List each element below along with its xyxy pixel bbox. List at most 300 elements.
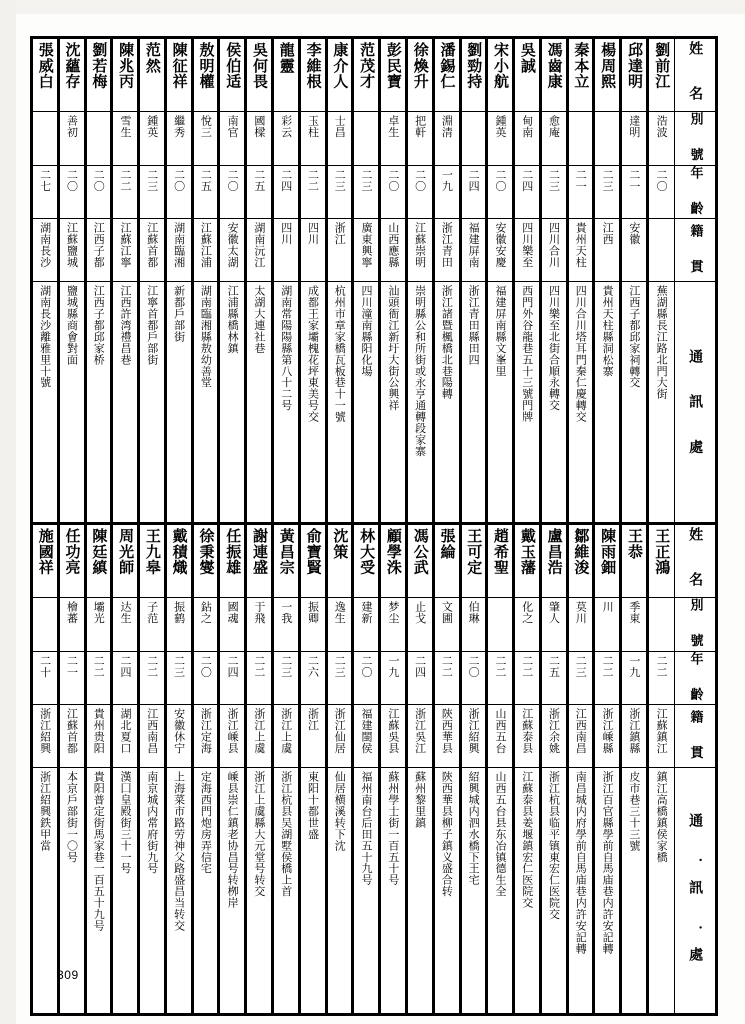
entry-origin-text: 浙江紹興 — [467, 708, 481, 755]
entry-origin-cell — [85, 705, 112, 768]
entry-address-cell — [433, 282, 460, 529]
entry-alias-cell — [621, 112, 648, 166]
entry-alias-cell — [85, 598, 112, 652]
page-edge-left — [0, 0, 16, 1024]
entry-alias-text: 國樑 — [252, 115, 266, 138]
entry-address-text: 蘇州學士街一百五十号 — [386, 771, 400, 886]
entry-name-text: 王可定 — [465, 528, 484, 575]
entry-age-cell — [380, 651, 407, 705]
entry-name-cell — [246, 524, 273, 598]
entry-address-cell — [514, 282, 541, 529]
entry-address-text: 定海西門炮房弄信宅 — [199, 771, 213, 875]
entry-address-text: 南昌城内府學前自馬庙巷内許安記轉 — [574, 771, 588, 955]
entry-address-cell — [165, 768, 192, 1015]
entry-alias-text: 肇人 — [547, 601, 561, 624]
entry-origin-cell — [647, 705, 674, 768]
entry-origin-text: 浙江青田 — [440, 222, 454, 269]
entry-name-cell — [433, 38, 460, 112]
entry-alias-text: 于飛 — [252, 601, 266, 624]
page-edge-top — [0, 0, 745, 14]
entry-alias-text: 雪生 — [119, 115, 132, 138]
entry-name-text: 周光師 — [117, 528, 136, 575]
entry-age-text: 二一 — [574, 168, 588, 192]
entry-address-text: 陝西華县柳子鎮义盛合转 — [440, 771, 454, 898]
entry-age-cell — [273, 651, 300, 705]
entry-address-cell — [487, 768, 514, 1015]
entry-age-text: 二〇 — [172, 168, 186, 192]
entry-alias-text: 檜蕃 — [65, 601, 79, 624]
entry-age-cell — [32, 651, 59, 705]
entry-origin-cell — [621, 705, 648, 768]
entry-alias-text: 川 — [601, 601, 615, 613]
entry-address-text: 鎮江高橋鎮侯家橋 — [655, 771, 669, 863]
entry-origin-cell — [567, 219, 594, 282]
entry-origin-cell — [514, 219, 541, 282]
entry-origin-cell — [58, 219, 85, 282]
entry-name-text: 顧學洙 — [384, 528, 403, 575]
entry-origin-cell — [192, 705, 219, 768]
entry-name-text: 李維根 — [304, 42, 323, 89]
entry-age-text: 二一 — [627, 168, 641, 192]
entry-name-cell — [380, 38, 407, 112]
entry-name-cell — [567, 524, 594, 598]
entry-age-cell — [621, 165, 648, 219]
entry-age-cell — [380, 165, 407, 219]
entry-age-cell — [594, 651, 621, 705]
entry-address-cell — [540, 282, 567, 529]
entry-name-text: 戴玉藩 — [518, 528, 537, 575]
entry-age-text: 二〇 — [65, 168, 79, 192]
entry-alias-text: 卓生 — [386, 115, 400, 138]
entry-alias-cell — [112, 598, 139, 652]
entry-age-cell — [32, 165, 59, 219]
entry-name-text: 馮齒康 — [545, 42, 564, 89]
entry-age-cell — [112, 651, 139, 705]
entry-address-cell — [273, 282, 300, 529]
entry-age-text: 二〇 — [199, 654, 213, 678]
col-header-alias: 別 號 — [687, 112, 703, 165]
entry-origin-text: 湖南沅江 — [252, 222, 266, 269]
row-origin-top — [32, 219, 717, 282]
entry-alias-cell — [165, 598, 192, 652]
entry-alias-cell — [326, 112, 353, 166]
entry-alias-cell — [406, 598, 433, 652]
header-cell-origin-top — [674, 219, 716, 282]
entry-age-text: 二二 — [440, 654, 454, 678]
entry-address-text: 四川合川塔耳門秦仁慶轉交 — [574, 285, 588, 423]
entry-address-text: 福建屏南縣文峯里 — [493, 285, 507, 377]
entry-origin-cell — [353, 705, 380, 768]
entry-name-cell — [380, 524, 407, 598]
entry-origin-cell — [594, 705, 621, 768]
entry-origin-text: 浙江嵊縣 — [601, 708, 615, 755]
entry-address-text: 江蘇泰县姜堰鎮宏仁医院交 — [520, 771, 534, 909]
entry-name-cell — [540, 38, 567, 112]
entry-address-cell — [647, 768, 674, 1015]
entry-address-cell — [380, 768, 407, 1015]
entry-origin-text: 浙江上虞 — [279, 708, 293, 755]
entry-alias-text: 愈庵 — [547, 115, 561, 138]
entry-name-text: 施國祥 — [36, 528, 55, 575]
col-header-origin: 籍 貫 — [687, 710, 703, 763]
entry-alias-cell — [58, 598, 85, 652]
entry-address-cell — [514, 768, 541, 1015]
entry-address-text: 江浦縣橋林鎮 — [226, 285, 240, 355]
entry-origin-cell — [567, 705, 594, 768]
entry-age-cell — [299, 165, 326, 219]
entry-address-text: 杭州市章家橋瓦板巷十一號 — [333, 285, 347, 423]
col-header-address: 通 ．訊 ．處 — [687, 812, 704, 969]
entry-age-cell — [594, 165, 621, 219]
entry-alias-text: 悅三 — [199, 115, 213, 138]
entry-address-cell — [299, 768, 326, 1015]
entry-age-text: 二二 — [252, 654, 266, 678]
row-address-top — [32, 282, 717, 529]
entry-origin-text: 安徽安慶 — [493, 222, 507, 269]
entry-alias-text: 達明 — [627, 115, 641, 138]
entry-origin-cell — [621, 219, 648, 282]
entry-name-cell — [112, 38, 139, 112]
entry-age-text: 二三 — [145, 168, 159, 192]
entry-age-cell — [85, 165, 112, 219]
entry-name-cell — [487, 524, 514, 598]
header-cell-name-bottom — [674, 524, 716, 598]
entry-alias-cell — [433, 112, 460, 166]
entry-origin-text: 四川樂至 — [520, 222, 534, 269]
entry-alias-cell — [192, 598, 219, 652]
entry-address-text: 西門外谷龍巷五十三號門牌 — [520, 285, 534, 423]
entry-alias-text: 达生 — [119, 601, 132, 624]
entry-alias-cell — [273, 598, 300, 652]
entry-age-text: 一九 — [386, 654, 400, 678]
entry-address-cell — [594, 282, 621, 529]
entry-name-cell — [85, 38, 112, 112]
entry-address-cell — [406, 282, 433, 529]
entry-origin-text: 浙江定海 — [199, 708, 213, 755]
entry-address-cell — [621, 282, 648, 529]
entry-age-text: 二三 — [547, 168, 561, 192]
entry-name-text: 陳征祥 — [170, 42, 189, 89]
entry-origin-text: 貴州贵阳 — [92, 708, 106, 755]
entry-age-cell — [647, 165, 674, 219]
entry-age-cell — [487, 165, 514, 219]
entry-origin-text: 浙江嵊县 — [226, 708, 240, 755]
entry-name-cell — [460, 524, 487, 598]
entry-address-text: 仙居横溪转下沈 — [333, 771, 347, 852]
header-cell-age-bottom — [674, 651, 716, 705]
entry-age-cell — [406, 165, 433, 219]
entry-age-text: 二〇 — [92, 168, 106, 192]
entry-age-text: 二二 — [92, 654, 106, 678]
entry-origin-text: 江蘇首都 — [145, 222, 159, 269]
entry-origin-text: 浙江 — [333, 222, 347, 246]
entry-name-text: 林大受 — [358, 528, 377, 575]
entry-alias-text: 伯琳 — [467, 601, 481, 624]
entry-address-text: 浙江諸暨楓橋北巷陽轉 — [440, 285, 454, 400]
entry-name-text: 沈蘊存 — [63, 42, 82, 89]
col-header-name: 姓 名 — [687, 41, 704, 109]
entry-name-cell — [647, 38, 674, 112]
entry-origin-cell — [112, 219, 139, 282]
entry-alias-cell — [273, 112, 300, 166]
entry-age-text: 二二 — [493, 654, 507, 678]
row-age-top — [32, 165, 717, 219]
entry-age-cell — [219, 165, 246, 219]
col-header-age: 年 齡 — [687, 651, 703, 705]
entry-name-cell — [219, 38, 246, 112]
entry-alias-text: 彩云 — [279, 115, 293, 138]
header-cell-age-top — [674, 165, 716, 219]
entry-name-cell — [299, 38, 326, 112]
header-cell-alias-bottom — [674, 598, 716, 652]
entry-origin-cell — [433, 219, 460, 282]
entry-address-cell — [621, 768, 648, 1015]
entry-alias-cell — [85, 112, 112, 166]
entry-name-cell — [326, 38, 353, 112]
entry-name-cell — [273, 38, 300, 112]
entry-alias-cell — [353, 112, 380, 166]
entry-name-cell — [58, 524, 85, 598]
entry-name-text: 楊周熙 — [599, 42, 618, 89]
entry-age-text: 二三 — [601, 168, 615, 192]
entry-address-text: 紹興城内泗水橋下王宅 — [467, 771, 481, 886]
entry-age-text: 二二 — [145, 654, 159, 678]
entry-name-text: 龍靈 — [277, 42, 296, 74]
entry-age-cell — [165, 651, 192, 705]
entry-name-text: 潘錫仁 — [438, 42, 457, 89]
entry-origin-cell — [139, 219, 166, 282]
row-alias-bottom — [32, 598, 717, 652]
entry-origin-cell — [540, 705, 567, 768]
entry-alias-cell — [594, 598, 621, 652]
entry-age-text: 二三 — [360, 168, 374, 192]
entry-address-text: 浙江上虞縣大元堂号转交 — [252, 771, 266, 898]
entry-origin-cell — [299, 705, 326, 768]
entry-address-text: 漢囗皇殿街三十一号 — [119, 771, 132, 875]
entry-name-cell — [139, 524, 166, 598]
entry-age-text: 二六 — [306, 654, 320, 678]
entry-origin-text: 浙江 — [306, 708, 320, 732]
entry-age-text: 二十 — [38, 654, 52, 678]
entry-alias-cell — [32, 112, 59, 166]
entry-name-cell — [353, 524, 380, 598]
entry-address-text: 江西子都邱家祠轉交 — [627, 285, 641, 389]
entry-name-text: 范茂才 — [358, 42, 377, 89]
entry-alias-cell — [460, 112, 487, 166]
entry-name-text: 戴積熾 — [170, 528, 189, 575]
roster-table-top — [30, 36, 718, 530]
entry-address-cell — [406, 768, 433, 1015]
header-cell-name-top — [674, 38, 716, 112]
entry-name-text: 任振雄 — [224, 528, 243, 575]
entry-alias-text: 文圃 — [440, 601, 454, 624]
entry-alias-cell — [219, 598, 246, 652]
entry-address-text: 浙江杭县吴湖墅侯橋上首 — [279, 771, 293, 898]
entry-origin-text: 浙江吳江 — [413, 708, 427, 755]
entry-alias-cell — [594, 112, 621, 166]
entry-name-text: 劉若梅 — [90, 42, 109, 89]
entry-origin-cell — [514, 705, 541, 768]
entry-origin-cell — [594, 219, 621, 282]
entry-address-cell — [540, 768, 567, 1015]
entry-address-cell — [85, 768, 112, 1015]
entry-origin-text: 安徽 — [627, 222, 641, 246]
entry-name-text: 盧昌浩 — [545, 528, 564, 575]
entry-name-text: 陳雨鈿 — [599, 528, 618, 575]
entry-alias-cell — [567, 598, 594, 652]
entry-address-cell — [487, 282, 514, 529]
entry-name-cell — [32, 524, 59, 598]
entry-name-cell — [112, 524, 139, 598]
entry-origin-text: 江蘇崇明 — [413, 222, 427, 269]
entry-name-text: 張威白 — [36, 42, 55, 89]
entry-name-text: 侯伯适 — [224, 42, 243, 89]
entry-age-cell — [246, 165, 273, 219]
entry-name-cell — [621, 524, 648, 598]
entry-age-text: 二〇 — [413, 168, 427, 192]
entry-age-text: 二四 — [119, 654, 132, 678]
entry-address-cell — [112, 282, 139, 529]
entry-origin-cell — [112, 705, 139, 768]
entry-origin-text: 四川 — [306, 222, 320, 246]
page-number: 309 — [57, 968, 79, 982]
entry-origin-text: 湖北夏口 — [119, 708, 132, 755]
entry-origin-text: 江西子都 — [92, 222, 106, 269]
entry-age-text: 二四 — [413, 654, 427, 678]
entry-name-text: 敖明權 — [197, 42, 216, 89]
entry-address-text: 浙江紹興鉄甲當 — [38, 771, 52, 852]
entry-origin-text: 江西南昌 — [145, 708, 159, 755]
entry-origin-text: 江蘇江寧 — [119, 222, 132, 269]
entry-age-text: 二五 — [199, 168, 213, 192]
row-name-top — [32, 38, 717, 112]
row-name-bottom — [32, 524, 717, 598]
entry-address-text: 四川潼南縣阳化場 — [360, 285, 374, 377]
entry-origin-text: 福建屏南 — [467, 222, 481, 269]
entry-age-text: 二三 — [333, 168, 347, 192]
entry-alias-text: 壩光 — [92, 601, 106, 624]
entry-address-text: 山西五台县东冶镇德生全 — [493, 771, 507, 898]
entry-age-text: 二三 — [172, 654, 186, 678]
entry-origin-cell — [32, 705, 59, 768]
entry-alias-cell — [246, 598, 273, 652]
entry-name-text: 趙希聖 — [492, 528, 511, 575]
entry-age-text: 二〇 — [386, 168, 400, 192]
entry-address-cell — [647, 282, 674, 529]
entry-name-text: 張綸 — [438, 528, 457, 560]
entry-alias-cell — [647, 598, 674, 652]
entry-origin-text: 江蘇首都 — [65, 708, 79, 755]
entry-address-text: 江西許湾禮昌巷 — [119, 285, 132, 366]
entry-address-cell — [380, 282, 407, 529]
entry-name-text: 黃昌宗 — [277, 528, 296, 575]
entry-age-text: 二〇 — [467, 654, 481, 678]
entry-alias-text: 逸生 — [333, 601, 347, 624]
entry-alias-cell — [567, 112, 594, 166]
entry-address-cell — [139, 282, 166, 529]
entry-alias-text: 振鹤 — [172, 601, 186, 624]
entry-alias-cell — [139, 112, 166, 166]
entry-age-cell — [353, 651, 380, 705]
entry-origin-cell — [353, 219, 380, 282]
entry-origin-text: 浙江鎮縣 — [627, 708, 641, 755]
entry-address-cell — [353, 768, 380, 1015]
entry-origin-text: 貴州天柱 — [574, 222, 588, 269]
col-header-alias: 別 號 — [687, 598, 703, 651]
entry-alias-cell — [299, 598, 326, 652]
entry-age-cell — [85, 651, 112, 705]
entry-address-cell — [32, 768, 59, 1015]
entry-age-cell — [299, 651, 326, 705]
entry-address-cell — [139, 768, 166, 1015]
entry-address-cell — [353, 282, 380, 529]
entry-name-cell — [594, 38, 621, 112]
entry-name-text: 邱達明 — [625, 42, 644, 89]
entry-age-cell — [621, 651, 648, 705]
entry-age-cell — [192, 651, 219, 705]
entry-origin-cell — [487, 705, 514, 768]
entry-alias-cell — [246, 112, 273, 166]
entry-name-text: 陳兆丙 — [117, 42, 136, 89]
entry-alias-cell — [32, 598, 59, 652]
entry-origin-text: 江蘇鎮江 — [655, 708, 669, 755]
entry-origin-cell — [219, 705, 246, 768]
entry-age-text: 二四 — [226, 654, 240, 678]
entry-age-cell — [273, 165, 300, 219]
entry-origin-text: 江蘇江浦 — [199, 222, 213, 269]
entry-name-cell — [326, 524, 353, 598]
entry-alias-cell — [380, 598, 407, 652]
entry-address-text: 湖南長沙離雅里十號 — [38, 285, 52, 389]
entry-origin-cell — [32, 219, 59, 282]
col-header-age: 年 齡 — [687, 165, 703, 219]
entry-name-cell — [299, 524, 326, 598]
entry-alias-cell — [487, 112, 514, 166]
entry-address-text: 貴州天柱縣洞松寨 — [601, 285, 615, 377]
entry-age-cell — [326, 165, 353, 219]
entry-address-cell — [460, 768, 487, 1015]
entry-alias-cell — [353, 598, 380, 652]
entry-name-cell — [353, 38, 380, 112]
entry-address-cell — [326, 768, 353, 1015]
entry-name-cell — [433, 524, 460, 598]
entry-origin-cell — [433, 705, 460, 768]
entry-address-text: 南京城内常府街九号 — [145, 771, 159, 875]
entry-alias-text: 國魂 — [226, 601, 240, 624]
entry-name-cell — [58, 38, 85, 112]
entry-address-text: 成都王家壩槐花坪東美号交 — [306, 285, 320, 423]
row-alias-top — [32, 112, 717, 166]
entry-address-cell — [273, 768, 300, 1015]
entry-origin-text: 安徽休宁 — [172, 708, 186, 755]
entry-address-text: 皮市巷三十三號 — [627, 771, 641, 852]
entry-age-cell — [326, 651, 353, 705]
entry-name-text: 王九皋 — [143, 528, 162, 575]
entry-alias-text: 淵清 — [440, 115, 454, 138]
entry-age-cell — [540, 165, 567, 219]
entry-alias-cell — [433, 598, 460, 652]
entry-age-cell — [433, 651, 460, 705]
entry-name-text: 宋小航 — [492, 42, 511, 89]
entry-age-cell — [406, 651, 433, 705]
header-cell-address-top — [674, 282, 716, 529]
entry-age-text: 二二 — [119, 168, 132, 192]
entry-age-text: 一九 — [440, 168, 454, 192]
entry-alias-cell — [58, 112, 85, 166]
entry-name-cell — [273, 524, 300, 598]
entry-origin-cell — [192, 219, 219, 282]
entry-name-text: 徐秉燮 — [197, 528, 216, 575]
